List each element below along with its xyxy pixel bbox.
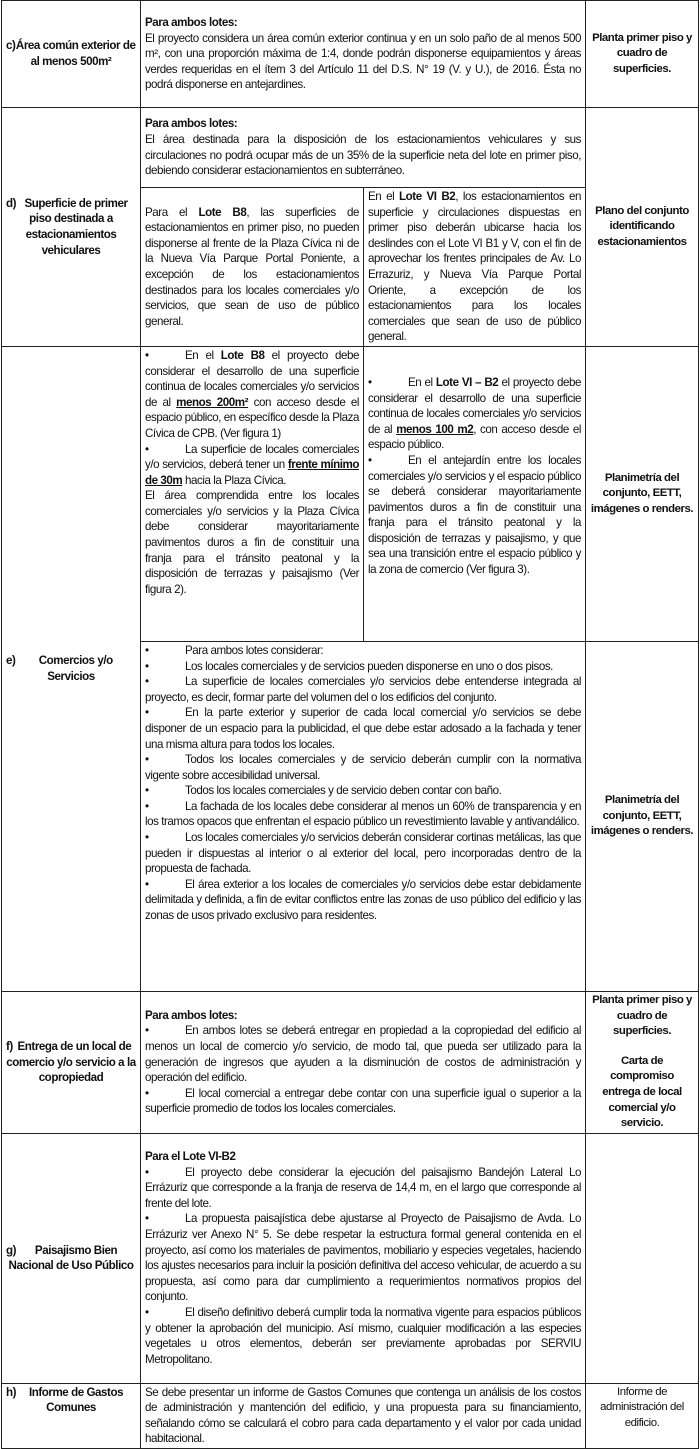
bullet: • El diseño definitivo deberá cumplir toda la normativa vigente para espacios públicos y obtener la aprobación del municipio. Así mismo, cualquier modificación a las especies vegetales u otros elementos, deberán ser previamente aprobadas por SERVIU Metropolitano. bbox=[145, 1305, 582, 1366]
bullet: • Los locales comerciales y/o servicios deberán considerar cortinas metálicas, las que pueden ir dispuestas al interior o al exterior del local, pero incorporadas dentro de la propuesta de fachada. bbox=[145, 831, 582, 876]
row-letter: f) bbox=[6, 1039, 13, 1053]
section-heading: Para el Lote VI-B2 bbox=[145, 1150, 236, 1164]
lot-name: Lote VI B2 bbox=[399, 190, 456, 203]
row-content bbox=[141, 108, 586, 188]
text: En ambos lotes se deberá entregar en propiedad a la copropiedad del edificio al menos un local de comercio y/o servicio, de modo tal, que pueda ser utilizado para la generación de ingresos que ayuden a la disminución de costos de administración y operación del edificio. bbox=[145, 1024, 582, 1085]
row-letter: c) bbox=[6, 39, 16, 53]
deliverable: Informe de administración del edificio. bbox=[586, 1383, 699, 1448]
text: Para el bbox=[145, 205, 199, 219]
row-label bbox=[2, 108, 141, 347]
row-label bbox=[2, 1133, 141, 1383]
bullet: • Todos los locales comerciales y de servicio deberán cumplir con la normativa vigente sobre accesibilidad universal. bbox=[145, 753, 582, 782]
row-label bbox=[2, 346, 141, 991]
deliverable: Planta primer piso y cuadro de superficies. bbox=[586, 1, 699, 108]
lot-vi-b2-content bbox=[364, 188, 586, 347]
row-label bbox=[2, 1383, 141, 1448]
deliverable-empty bbox=[586, 1133, 699, 1383]
bullet: • Para ambos lotes considerar: bbox=[145, 643, 324, 657]
row-title: Paisajismo Bien Nacional de Uso Público bbox=[8, 1243, 134, 1273]
row-letter: d) bbox=[6, 196, 17, 210]
row-content bbox=[141, 641, 586, 991]
row-h bbox=[2, 1383, 699, 1448]
bullet: • La propuesta paisajística debe ajustarse al Proyecto de Paisajismo de Avda. Lo Errázuriz ver Anexo N° 5. Se debe respetar la estructura formal general contenida en el proyecto, así como los materiales de pavimentos, mobiliario y especies vegetales, haciendo los ajustes necesarios para incluir la posición definitiva del acceso vehicular, de acuerdo a su propuesta, así como para dar cumplimiento a requerimientos normativos propios del conjunto. bbox=[145, 1212, 582, 1304]
text: Todos los locales comerciales y de servicio deberán cumplir con la normativa vigente sobre accesibilidad universal. bbox=[145, 753, 582, 782]
bullet: • Los locales comerciales y de servicios pueden disponerse en uno o dos pisos. bbox=[145, 659, 553, 673]
lot-b8-content bbox=[141, 346, 364, 641]
text: En el bbox=[408, 375, 436, 389]
text: el proyecto debe considerar el desarrollo de una superficie continua de locales comerciales y/o servicios de al bbox=[368, 375, 582, 436]
row-f bbox=[2, 991, 699, 1133]
row-title: Informe de Gastos Comunes bbox=[28, 1385, 124, 1415]
deliverable: Plano del conjunto identificando estacionamientos bbox=[586, 108, 699, 347]
deliverable-item: Planta primer piso y cuadro de superficies. bbox=[592, 993, 692, 1038]
underlined-text: menos 200m² bbox=[176, 395, 249, 409]
text: hacia la Plaza Cívica. bbox=[182, 473, 286, 487]
bullet: • El proyecto debe considerar la ejecución del paisajismo Bandejón Lateral Lo Errázuriz que corresponde a la franja de reserva de 14,4 m, en el largo que corresponde al frente del lote. bbox=[145, 1165, 582, 1210]
lot-b8-content bbox=[141, 188, 364, 347]
text: La superficie de locales comerciales y/o servicios, deberá tener un bbox=[145, 442, 359, 472]
text: La fachada de los locales debe considerar al menos un 60% de transparencia y en los tramos opacos que enfrentan el espacio público un revestimiento lavable y antivandálico. bbox=[145, 799, 582, 829]
bullet: • La superficie de locales comerciales y/o servicios, deberá tener un frente mínimo de 30m hacia la Plaza Cívica. bbox=[145, 442, 359, 487]
bullet: • En el antejardín entre los locales comerciales y/o servicios y el espacio público se deberá considerar mayoritariamente pavimentos duros a fin de constituir una franja para el tránsito peatonal y la disposición de terrazas y paisajismo, y que sea una transición entre el espacio público y la zona de comercio (Ver figura 3). bbox=[368, 453, 582, 577]
row-content bbox=[141, 1133, 586, 1383]
row-e bbox=[2, 346, 699, 641]
row-title: Área común exterior de al menos 500m² bbox=[15, 39, 136, 68]
row-letter: h) bbox=[6, 1385, 17, 1399]
text: En el bbox=[368, 190, 400, 203]
text: , con acceso desde el espacio público. bbox=[368, 422, 582, 452]
text: En el bbox=[185, 348, 221, 362]
row-d bbox=[2, 108, 699, 188]
text: La superficie de locales comerciales y/o servicios debe entenderse integrada al proyecto, es decir, formar parte del volumen del o los edificios del conjunto. bbox=[145, 675, 582, 704]
bullet: • El área exterior a los locales de comerciales y/o servicios debe estar debidamente delimitada y definida, a fin de evitar conflictos entre las zonas de uso público del edificio y las zonas de usos privado exclusivo para residentes. bbox=[145, 877, 582, 923]
text: El área exterior a los locales de comerciales y/o servicios debe estar debidamente delimitada y definida, a fin de evitar conflictos entre las zonas de uso público del edificio y las zonas de usos privado exclusivo para residentes. bbox=[145, 877, 582, 923]
lot-name: Lote B8 bbox=[198, 205, 247, 219]
row-label bbox=[2, 1, 141, 108]
deliverable: Planimetría del conjunto, EETT, imágenes o renders. bbox=[586, 346, 699, 641]
text: Todos los locales comerciales y de servicio deben contar con baño. bbox=[185, 784, 502, 798]
lot-name: Lote B8 bbox=[220, 348, 265, 362]
text: La propuesta paisajística debe ajustarse al Proyecto de Paisajismo de Avda. Lo Errázuriz ver Anexo N° 5. Se debe respetar la estructura formal general contenida en el proyecto, así como los materiales de pavimentos, mobiliario y especies vegetales, haciendo los ajustes necesarios para incluir la posición definitiva del acceso vehicular, de acuerdo a su propuesta, así como para dar cumplimiento a requerimientos normativos propios del conjunto. bbox=[145, 1212, 582, 1304]
row-content bbox=[141, 1, 586, 108]
row-c bbox=[2, 1, 699, 108]
text: , las superficies de estacionamientos en primer piso, no pueden disponerse al frente de la Plaza Cívica ni de la Nueva Vía Parque Portal Poniente, a excepción de los estacionamientos destinados para los locales comerciales y/o servicios, que sean de uso de público general. bbox=[145, 205, 359, 328]
text: El local comercial a entregar debe contar con una superficie igual o superior a la superficie promedio de todos los locales comerciales. bbox=[145, 1086, 582, 1116]
row-letter: e) bbox=[6, 654, 16, 668]
text: Para ambos lotes considerar: bbox=[185, 643, 324, 657]
text: Los locales comerciales y de servicios pueden disponerse en uno o dos pisos. bbox=[185, 659, 553, 673]
text: En el antejardín entre los locales comerciales y/o servicios y el espacio público se deberá considerar mayoritariamente pavimentos duros a fin de constituir una franja para el tránsito peatonal y la disposición de terrazas y paisajismo, y que sea una transición entre el espacio público y la zona de comercio (Ver figura 3). bbox=[368, 453, 582, 577]
row-label bbox=[2, 991, 141, 1133]
row-title: Superficie de primer piso destinada a estacionamientos vehiculares bbox=[24, 196, 128, 257]
section-heading: Para ambos lotes: bbox=[145, 16, 238, 30]
row-content: Se debe presentar un informe de Gastos Comunes que contenga un análisis de los costos de administración y mantención del edificio, y una propuesta para su financiamiento, señalando cómo se calculará el cobro para cada departamento y el valor por cada unidad habitacional. bbox=[141, 1383, 586, 1448]
text: El diseño definitivo deberá cumplir toda la normativa vigente para espacios públicos y obtener la aprobación del municipio. Así mismo, cualquier modificación a las especies vegetales u otros elementos, deberán ser previamente aprobadas por SERVIU Metropolitano. bbox=[145, 1305, 582, 1366]
deliverable-item: Carta de compromiso entrega de local comercial y/o servicio. bbox=[602, 1054, 682, 1130]
bullet: • En ambos lotes se deberá entregar en propiedad a la copropiedad del edificio al menos un local de comercio y/o servicio, de modo tal, que pueda ser utilizado para la generación de ingresos que ayuden a la disminución de costos de administración y operación del edificio. bbox=[145, 1024, 582, 1085]
underlined-text: menos 100 m2 bbox=[396, 422, 474, 436]
paragraph: El área comprendida entre los locales comerciales y/o servicios y la Plaza Cívica debe considerar mayoritariamente pavimentos duros a fin de constituir una franja para el tránsito peatonal y la disposición de terrazas y paisajismo (Ver figura 2). bbox=[145, 489, 359, 596]
row-title: Entrega de un local de comercio y/o servicio a la copropiedad bbox=[6, 1039, 136, 1085]
text: con acceso desde el espacio público, en específico desde la Plaza Cívica de CPB. (Ver figura 1) bbox=[145, 395, 359, 440]
bullet: • La fachada de los locales debe considerar al menos un 60% de transparencia y en los tramos opacos que enfrentan el espacio público un revestimiento lavable y antivandálico. bbox=[145, 799, 582, 829]
section-heading: Para ambos lotes: bbox=[145, 1008, 238, 1022]
row-g bbox=[2, 1133, 699, 1383]
paragraph: El proyecto considera un área común exterior continua y en un solo paño de al menos 500 m², con una proporción máxima de 1:4, donde podrán disponerse equipamientos y áreas verdes requeridas en el ítem 3 del Artículo 11 del D.S. N° 19 (V. y U.), de 2016. Ésta no podrá disponerse en antejardines. bbox=[145, 31, 582, 92]
bullet: • La superficie de locales comerciales y/o servicios debe entenderse integrada al proyecto, es decir, formar parte del volumen del o los edificios del conjunto. bbox=[145, 675, 582, 704]
row-title: Comercios y/o Servicios bbox=[38, 654, 113, 683]
text: , los estacionamientos en superficie y circulaciones dispuestas en primer piso deberán ubicarse hacia los deslindes con el Lote VI B1 y V, con el fin de aprovechar los frentes principales de Av. Lo Errazuriz, y Nueva Vía Parque Portal Oriente, a excepción de los estacionamientos para los locales comerciales que sean de uso de público general. bbox=[368, 190, 582, 344]
bullet: • En el Lote B8 el proyecto debe considerar el desarrollo de una superficie continua de locales comerciales y/o servicios de al menos 200m² con acceso desde el espacio público, en específico desde la Plaza Cívica de CPB. (Ver figura 1) bbox=[145, 348, 359, 440]
text: Los locales comerciales y/o servicios deberán considerar cortinas metálicas, las que pueden ir dispuestas al interior o al exterior del local, pero incorporadas dentro de la propuesta de fachada. bbox=[145, 831, 582, 876]
text: En la parte exterior y superior de cada local comercial y/o servicios se debe disponer de un espacio para la publicidad, el que debe estar adosado a la fachada y tener una misma altura para todos los locales. bbox=[145, 706, 582, 751]
text: El proyecto debe considerar la ejecución del paisajismo Bandejón Lateral Lo Errázuriz que corresponde a la franja de reserva de 14,4 m, en el largo que corresponde al frente del lote. bbox=[145, 1165, 582, 1210]
text: el proyecto debe considerar el desarrollo de una superficie continua de locales comerciales y/o servicios de al bbox=[145, 348, 359, 409]
bullet: • En la parte exterior y superior de cada local comercial y/o servicios se debe disponer de un espacio para la publicidad, el que debe estar adosado a la fachada y tener una misma altura para todos los locales. bbox=[145, 706, 582, 751]
bullet: • Todos los locales comerciales y de servicio deben contar con baño. bbox=[145, 784, 502, 798]
row-content bbox=[141, 991, 586, 1133]
lot-vi-b2-content bbox=[364, 346, 586, 641]
lot-name: Lote VI – B2 bbox=[435, 375, 499, 389]
paragraph: El área destinada para la disposición de los estacionamientos vehiculares y sus circulaciones no podrá ocupar más de un 35% de la superficie neta del lote en primer piso, debiendo considerar estacionamientos en subterráneo. bbox=[145, 132, 582, 178]
section-heading: Para ambos lotes: bbox=[145, 117, 238, 131]
requirements-table bbox=[1, 0, 699, 1449]
underlined-text: frente mínimo de 30m bbox=[145, 458, 359, 487]
bullet: • En el Lote VI – B2 el proyecto debe considerar el desarrollo de una superficie continua de locales comerciales y/o servicios de al menos 100 m2, con acceso desde el espacio público. bbox=[368, 375, 582, 452]
row-letter: g) bbox=[6, 1243, 17, 1257]
deliverable: Planimetría del conjunto, EETT, imágenes o renders. bbox=[586, 641, 699, 991]
bullet: • El local comercial a entregar debe contar con una superficie igual o superior a la superficie promedio de todos los locales comerciales. bbox=[145, 1086, 582, 1116]
deliverable bbox=[586, 991, 699, 1133]
